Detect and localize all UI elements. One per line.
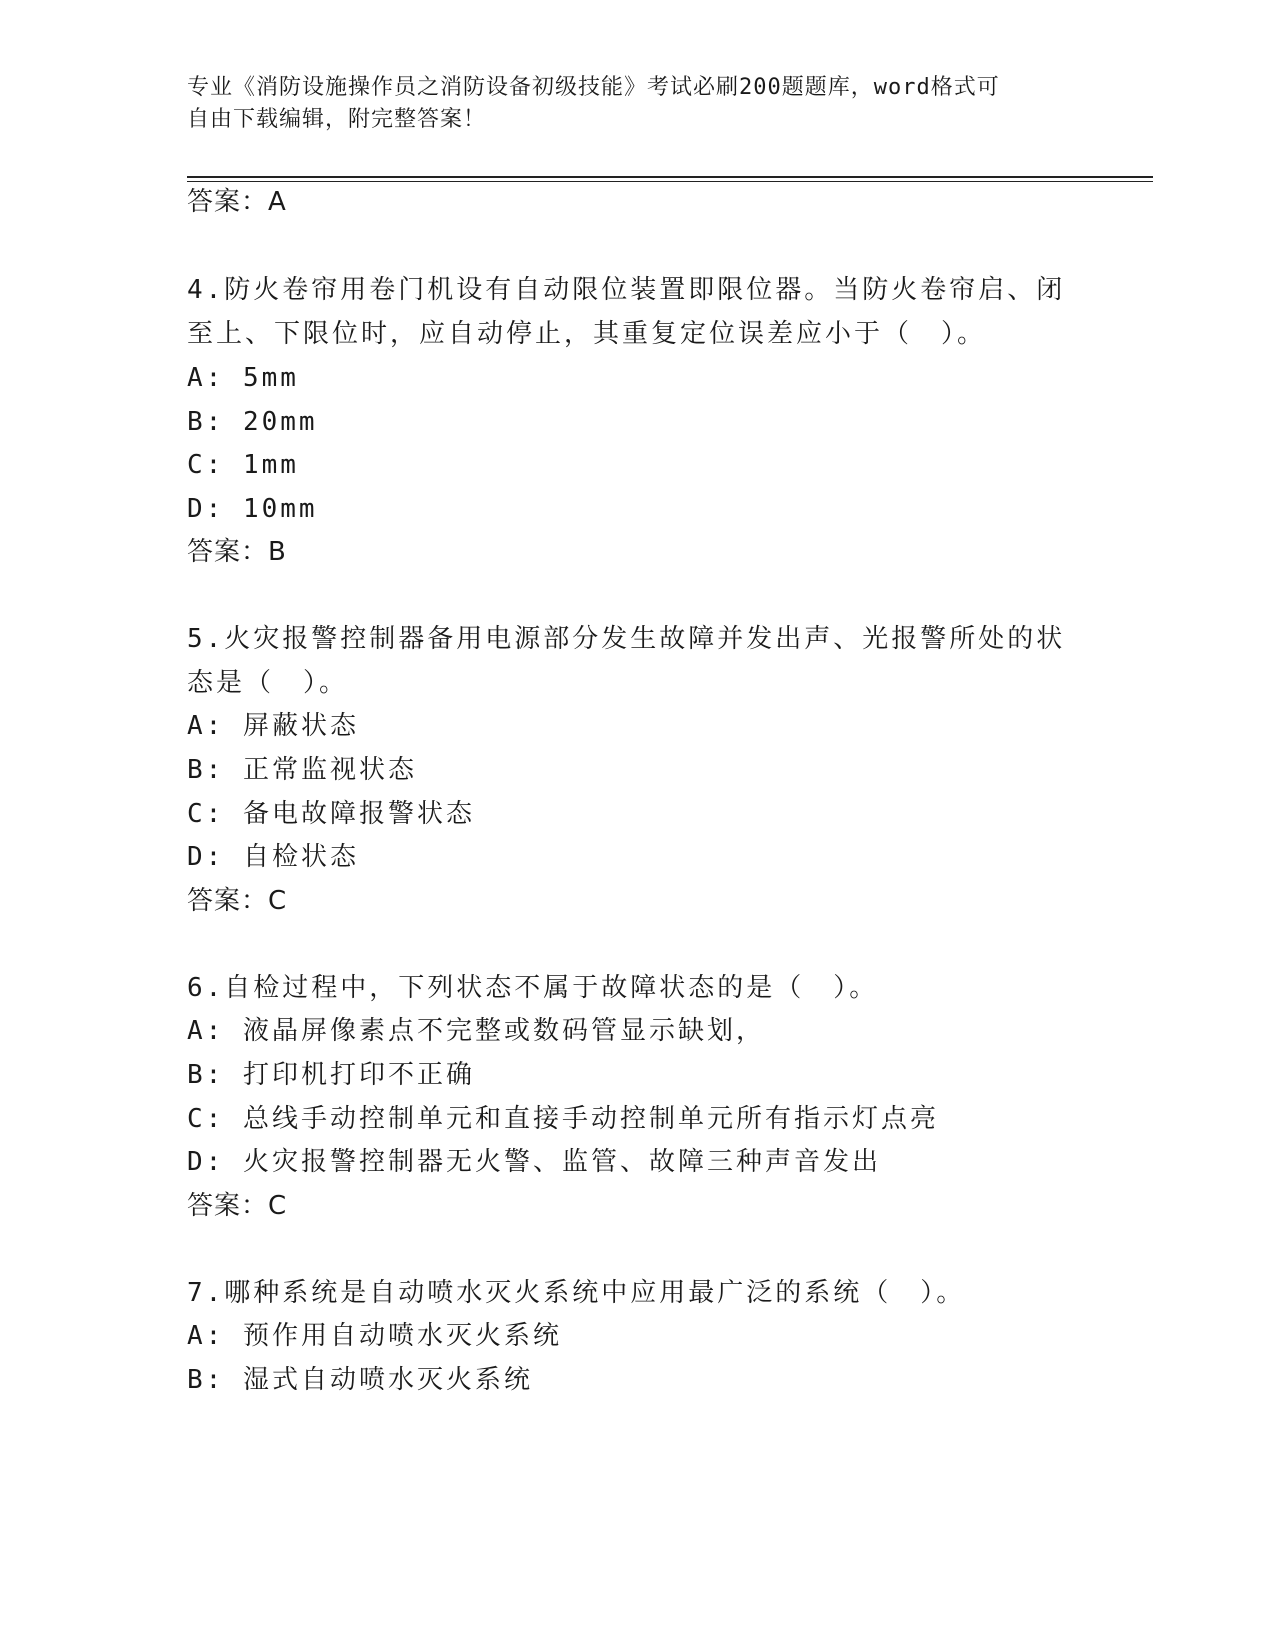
header-divider [187,176,1153,178]
question-6-option-d: D: 火灾报警控制器无火警、监管、故障三种声音发出 [187,1147,881,1177]
header-line-2: 自由下载编辑，附完整答案！ [187,107,487,132]
answer-prev: 答案：A [187,187,287,217]
question-6-answer: 答案：C [187,1191,288,1221]
question-5-option-b: B: 正常监视状态 [187,755,417,785]
question-4-stem-line-2: 至上、下限位时，应自动停止，其重复定位误差应小于（ ）。 [187,319,987,349]
question-6-option-b: B: 打印机打印不正确 [187,1060,475,1090]
header-divider-thin [187,181,1153,182]
question-4-option-a: A: 5mm [187,363,299,393]
question-5-stem-line-2: 态是（ ）。 [187,668,349,698]
question-5-option-c: C: 备电故障报警状态 [187,799,475,829]
question-5-answer: 答案：C [187,886,288,916]
question-7-option-b: B: 湿式自动喷水灭火系统 [187,1365,533,1395]
header-line-1: 专业《消防设施操作员之消防设备初级技能》考试必刷200题题库，word格式可 [187,75,1000,100]
question-5-stem-line-1: 5.火灾报警控制器备用电源部分发生故障并发出声、光报警所处的状 [187,624,1066,654]
question-6-option-a: A: 液晶屏像素点不完整或数码管显示缺划， [187,1016,765,1046]
question-5-option-a: A: 屏蔽状态 [187,711,359,741]
question-4-option-d: D: 10mm [187,494,318,524]
question-7-stem: 7.哪种系统是自动喷水灭火系统中应用最广泛的系统（ ）。 [187,1278,966,1308]
question-6-stem: 6.自检过程中，下列状态不属于故障状态的是（ ）。 [187,973,879,1003]
question-5-option-d: D: 自检状态 [187,842,359,872]
question-4-stem-line-1: 4.防火卷帘用卷门机设有自动限位装置即限位器。当防火卷帘启、闭 [187,275,1066,305]
question-4-answer: 答案：B [187,537,287,567]
question-4-option-c: C: 1mm [187,450,299,480]
question-6-option-c: C: 总线手动控制单元和直接手动控制单元所有指示灯点亮 [187,1104,939,1134]
document-header [187,72,1067,136]
question-4-option-b: B: 20mm [187,407,318,437]
question-7-option-a: A: 预作用自动喷水灭火系统 [187,1321,562,1351]
